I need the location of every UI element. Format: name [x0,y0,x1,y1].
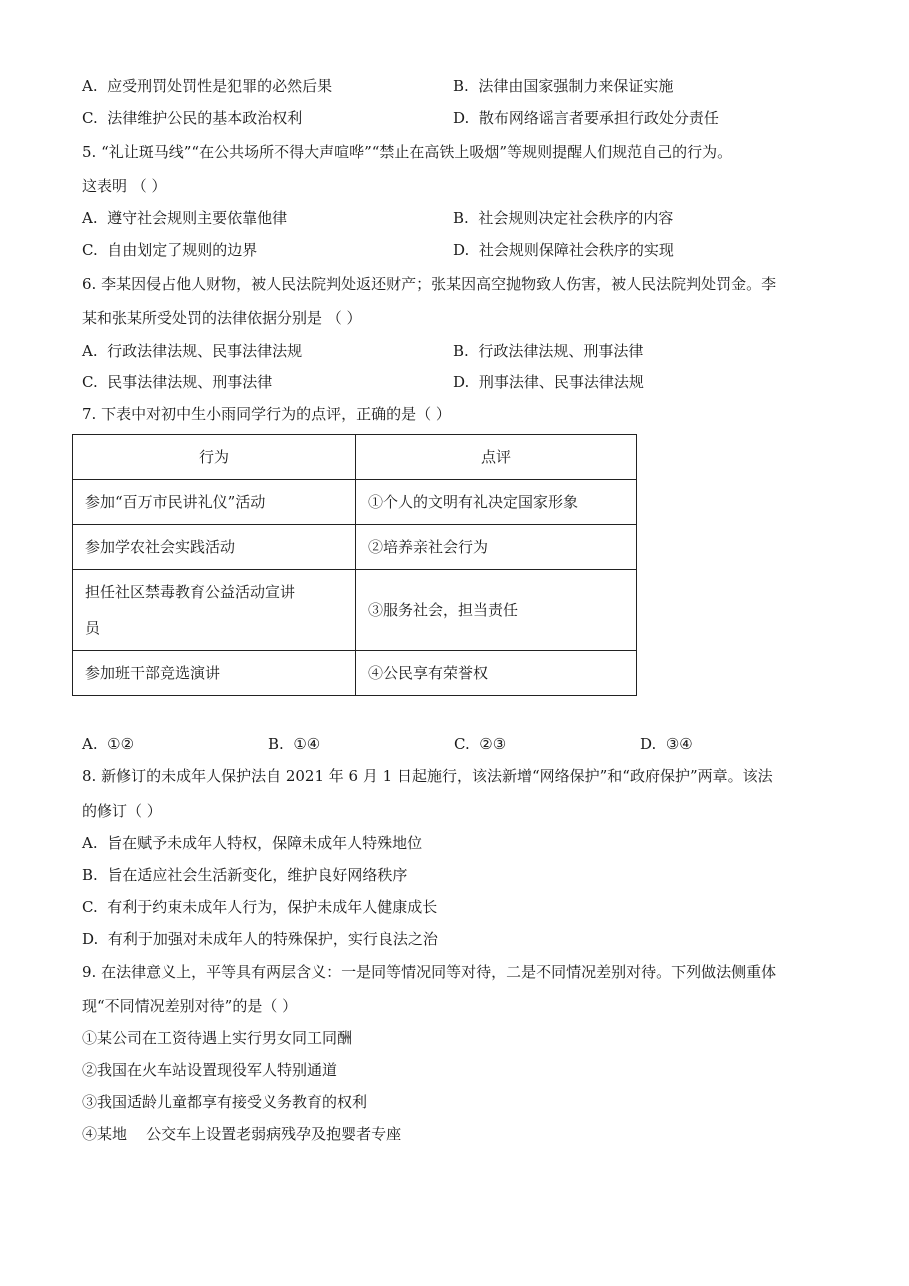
q7-option-c: C. ②③ [454,735,507,753]
table-cell-comment: ④公民享有荣誉权 [356,651,637,696]
q8-option-c: C. 有利于约束未成年人行为，保护未成年人健康成长 [82,898,438,916]
q7-stem: 7. 下表中对初中生小雨同学行为的点评，正确的是（ ） [82,405,451,423]
option-a: A. 应受刑罚处罚性是犯罪的必然后果 [82,77,333,95]
table-header-comment: 点评 [356,435,637,480]
option-c: C. 法律维护公民的基本政治权利 [82,109,303,127]
q5-option-b: B. 社会规则决定社会秩序的内容 [453,209,674,227]
table-cell-behavior [73,570,356,651]
table-cell-comment: ③服务社会，担当责任 [356,570,637,651]
q5-stem-line1: 5. “礼让斑马线”“在公共场所不得大声喧哗”“禁止在高铁上吸烟”等规则提醒人们规范自己的行为。 [82,143,733,161]
q8-stem-line1: 8. 新修订的未成年人保护法自 2021 年 6 月 1 日起施行，该法新增“网络保护”和“政府保护”两章。该法 [82,767,773,785]
q8-option-a: A. 旨在赋予未成年人特权，保障未成年人特殊地位 [82,834,423,852]
behavior-comment-table [72,434,637,696]
q9-item-1: ①某公司在工资待遇上实行男女同工同酬 [82,1029,353,1047]
q9-item-4: ④某地 公交车上设置老弱病残孕及抱婴者专座 [82,1125,402,1143]
table-cell-comment: ①个人的文明有礼决定国家形象 [356,480,637,525]
q6-option-a: A. 行政法律法规、民事法律法规 [82,342,303,360]
table-cell-behavior: 参加学农社会实践活动 [73,525,356,570]
q6-stem-line2: 某和张某所受处罚的法律依据分别是 （ ） [82,309,362,327]
table-cell-behavior: 参加班干部竞选演讲 [73,651,356,696]
q6-option-d: D. 刑事法律、民事法律法规 [453,373,644,391]
table-cell-behavior: 参加“百万市民讲礼仪”活动 [73,480,356,525]
q9-stem-line1: 9. 在法律意义上，平等具有两层含义：一是同等情况同等对待，二是不同情况差别对待。下列做法侧重体 [82,963,777,981]
q8-option-d: D. 有利于加强对未成年人的特殊保护，实行良法之治 [82,930,438,948]
q7-option-d: D. ③④ [640,735,693,753]
q8-option-b: B. 旨在适应社会生活新变化，维护良好网络秩序 [82,866,408,884]
q5-stem-line2: 这表明 （ ） [82,177,167,195]
q5-option-c: C. 自由划定了规则的边界 [82,241,258,259]
q9-item-2: ②我国在火车站设置现役军人特别通道 [82,1061,338,1079]
table-cell-behavior-line2: 员 [85,619,101,637]
q7-option-a: A. ①② [82,735,135,753]
q6-option-c: C. 民事法律法规、刑事法律 [82,373,273,391]
table-cell-comment: ②培养亲社会行为 [356,525,637,570]
table-row [73,525,637,570]
q9-stem-line2: 现“不同情况差别对待”的是（ ） [82,997,298,1015]
q8-stem-line2: 的修订（ ） [82,802,162,820]
q7-option-b: B. ①④ [268,735,321,753]
table-row [73,480,637,525]
option-d: D. 散布网络谣言者要承担行政处分责任 [453,109,719,127]
q6-option-b: B. 行政法律法规、刑事法律 [453,342,644,360]
q6-stem-line1: 6. 李某因侵占他人财物，被人民法院判处返还财产；张某因高空抛物致人伤害，被人民法院判处罚金。李 [82,275,777,293]
table-cell-behavior-line1: 担任社区禁毒教育公益活动宣讲 [85,583,296,601]
q5-option-a: A. 遵守社会规则主要依靠他律 [82,209,288,227]
option-b: B. 法律由国家强制力来保证实施 [453,77,674,95]
table-header-behavior: 行为 [73,435,356,480]
table-row [73,651,637,696]
table-row [73,570,637,651]
q9-item-3: ③我国适龄儿童都享有接受义务教育的权利 [82,1093,368,1111]
q5-option-d: D. 社会规则保障社会秩序的实现 [453,241,674,259]
table-header-row [73,435,637,480]
